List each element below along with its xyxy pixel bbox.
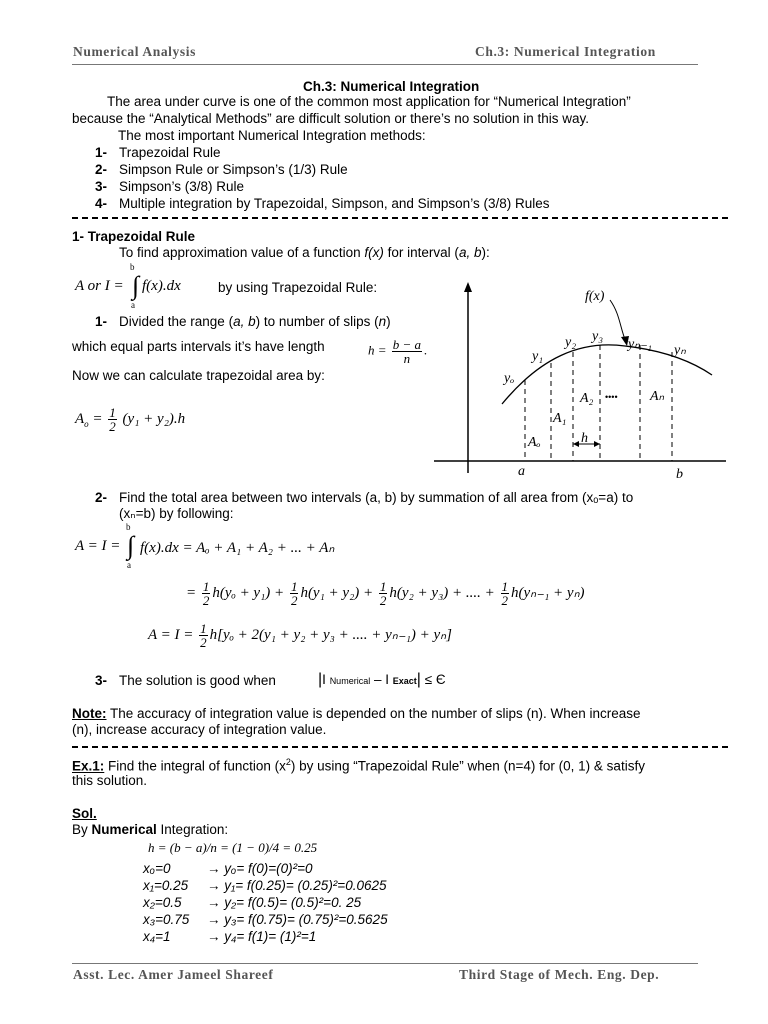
dots: ••••: [605, 392, 618, 402]
y-value: → y₁= f(0.25)= (0.25)²=0.0625: [207, 878, 387, 893]
step3-number: 3-: [95, 673, 108, 688]
intro-line-1: The area under curve is one of the common most application for “Numerical Integration”: [107, 94, 631, 109]
total-body: f(x).dx = Aₒ + A₁ + A₂ + ... + Aₙ: [140, 540, 335, 556]
label-A0: Aₒ: [528, 435, 541, 450]
y-value: → y₂= f(0.5)= (0.5)²=0. 25: [207, 895, 362, 910]
section-divider: [72, 217, 728, 219]
solution-by-line: By Numerical Integration:: [72, 822, 229, 837]
note-line1: Note: The accuracy of integration value is depended on the number of slips (n). When increase: [72, 706, 641, 721]
by-using-text: by using Trapezoidal Rule:: [218, 280, 378, 295]
integral-body: f(x).dx: [142, 278, 181, 294]
sum-term: h(y₁ + y₂) +: [300, 584, 374, 601]
label-A2: A₂: [580, 391, 594, 406]
step2-number: 2-: [95, 490, 108, 505]
step1-line1: Divided the range (a, b) to number of slips (n): [119, 314, 391, 329]
label-An: Aₙ: [650, 389, 665, 404]
method-item: Multiple integration by Trapezoidal, Simpson, and Simpson’s (3/8) Rules: [119, 196, 550, 211]
step2-line2: (xₙ=b) by following:: [119, 506, 234, 521]
sum-term: h(yₙ₋₁ + yₙ): [511, 584, 585, 601]
header-rule: [72, 64, 698, 65]
solution-label: Sol.: [72, 806, 97, 821]
sum-term: h(yₒ + y₁) +: [212, 584, 285, 601]
total-lhs: A = I =: [75, 538, 121, 554]
x-value: x₃=0.75: [143, 912, 190, 927]
label-h: h: [581, 431, 588, 446]
y-value: → y₃= f(0.75)= (0.75)²=0.5625: [207, 912, 388, 927]
method-num: 2-: [95, 162, 108, 177]
y-axis-arrow: [464, 282, 472, 292]
intro-line-3: The most important Numerical Integration methods:: [118, 128, 426, 143]
x-value: xₒ=0: [143, 861, 171, 876]
label-y2: y₂: [565, 335, 577, 350]
integral-lower-limit: a: [131, 300, 135, 310]
footer-rule: [72, 963, 698, 964]
fx-label: f(x): [585, 289, 605, 304]
step3-text: The solution is good when: [119, 673, 276, 688]
ao-formula: $A_o$ = $\frac{1}{2}$ (y₁ + y₂).h: [75, 405, 186, 434]
header-right: Ch.3: Numerical Integration: [475, 44, 656, 59]
x-value: x₄=1: [143, 929, 171, 944]
total-upper-limit: b: [126, 522, 131, 532]
label-A1: A₁: [553, 411, 567, 426]
method-item: Simpson’s (3/8) Rule: [119, 179, 245, 194]
header-left: Numerical Analysis: [73, 44, 196, 59]
label-y1: y₁: [532, 349, 544, 364]
method-num: 1-: [95, 145, 108, 160]
method-item: Trapezoidal Rule: [119, 145, 221, 160]
trapezoidal-diagram: [430, 278, 730, 488]
step2-line1: Find the total area between two intervals (a, b) by summation of all area from (xₒ=a) to: [119, 490, 634, 505]
label-yn-1: yₙ₋₁: [628, 337, 653, 352]
step1-number: 1-: [95, 314, 108, 329]
section-heading: 1- Trapezoidal Rule: [72, 229, 196, 244]
sum-term: h(y₂ + y₃) + .... +: [389, 584, 495, 601]
example-label: Ex.1:: [72, 758, 105, 774]
h-formula: h = $\frac{b - a}{n}$ .: [368, 337, 428, 366]
footer-left: Asst. Lec. Amer Jameel Shareef: [73, 967, 274, 982]
integral-lhs: A or I =: [75, 278, 124, 294]
half-fraction: $\frac{1}{2}$: [109, 405, 116, 434]
label-b: b: [676, 467, 683, 482]
label-y3: y₃: [592, 329, 604, 344]
example-line2: this solution.: [72, 773, 148, 788]
method-num: 3-: [95, 179, 108, 194]
h-value-line: h = (b − a)/n = (1 − 0)/4 = 0.25: [148, 840, 318, 855]
fx-pointer: [610, 300, 626, 342]
x-value: x₁=0.25: [143, 878, 189, 893]
step1-line2: which equal parts intervals it’s have length: [72, 339, 325, 354]
note-line2: (n), increase accuracy of integration value.: [72, 722, 327, 737]
integral-sign: ∫: [132, 271, 140, 300]
total-integral-sign: ∫: [127, 531, 135, 560]
page-title: Ch.3: Numerical Integration: [303, 79, 480, 94]
x-value: x₂=0.5: [143, 895, 182, 910]
calc-line: Now we can calculate trapezoidal area by:: [72, 368, 325, 383]
total-lower-limit: a: [127, 560, 131, 570]
y-value: → y₄= f(1)= (1)²=1: [207, 929, 317, 944]
method-item: Simpson Rule or Simpson’s (1/3) Rule: [119, 162, 348, 177]
method-num: 4-: [95, 196, 108, 211]
intro-line-2: because the “Analytical Methods” are difficult solution or there’s no solution in this way.: [72, 111, 590, 126]
example-line1: Ex.1: Find the integral of function $(x^2)$ by using “Trapezoidal Rule” when (n=4) for (0, 1) & satisfy: [72, 757, 645, 774]
h-fraction: $\frac{b - a}{n}$: [392, 337, 422, 366]
sum-expansion: = $\frac{1}{2}$ h(yₒ + y₁) + $\frac{1}{2}$ h(y₁ + y₂) + $\frac{1}{2}$ h(y₂ + y₃) + .... + $\frac{1}{2}$ h(yₙ₋₁ + yₙ): [186, 579, 585, 608]
error-condition: |I Numerical – I Exact| ≤ Є: [318, 671, 446, 688]
y-value: → yₒ= f(0)=(0)²=0: [207, 861, 313, 876]
label-a: a: [518, 464, 525, 479]
aim-line: To find approximation value of a function f(x) for interval (a, b):: [119, 245, 490, 260]
integral-upper-limit: b: [130, 262, 135, 272]
note-label: Note:: [72, 706, 107, 721]
footer-right: Third Stage of Mech. Eng. Dep.: [459, 967, 660, 982]
label-y0: yₒ: [504, 371, 515, 386]
final-formula: A = I = $\frac{1}{2}$ h[yₒ + 2(y₁ + y₂ + y₃ + .... + yₙ₋₁) + yₙ]: [148, 621, 452, 650]
section-divider: [72, 746, 728, 748]
label-yn: yₙ: [674, 343, 686, 358]
